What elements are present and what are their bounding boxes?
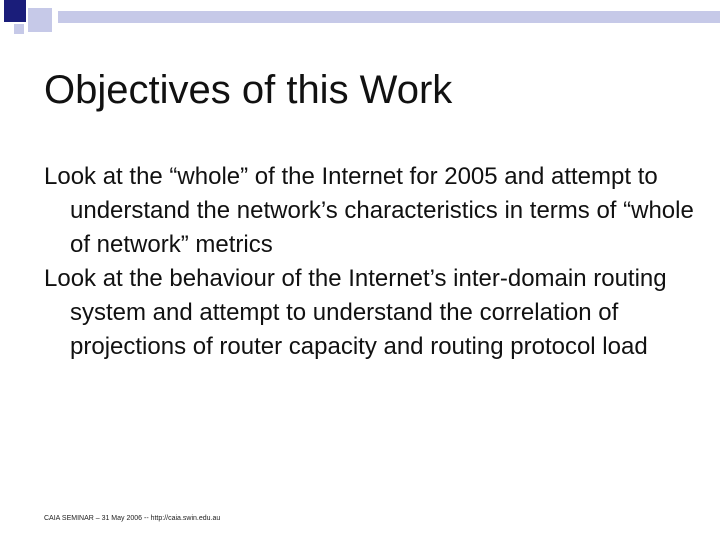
- objective-paragraph-1: Look at the “whole” of the Internet for 2005 and attempt to understand the network’s characteristics in terms of “whole of network” metrics: [44, 163, 694, 258]
- deco-square-light: [28, 8, 52, 32]
- slide-footer: CAIA SEMINAR – 31 May 2006 -- http://caia.swin.edu.au: [44, 515, 221, 522]
- slide-title: Objectives of this Work: [44, 68, 453, 112]
- objective-paragraph-2: Look at the behaviour of the Internet’s inter-domain routing system and attempt to understand the correlation of projections of router capacity and routing protocol load: [44, 265, 667, 360]
- deco-bar: [58, 11, 720, 23]
- deco-square-light-small: [14, 24, 24, 34]
- header-decoration: [0, 0, 720, 40]
- slide-body: [44, 160, 704, 364]
- deco-square-dark: [4, 0, 26, 22]
